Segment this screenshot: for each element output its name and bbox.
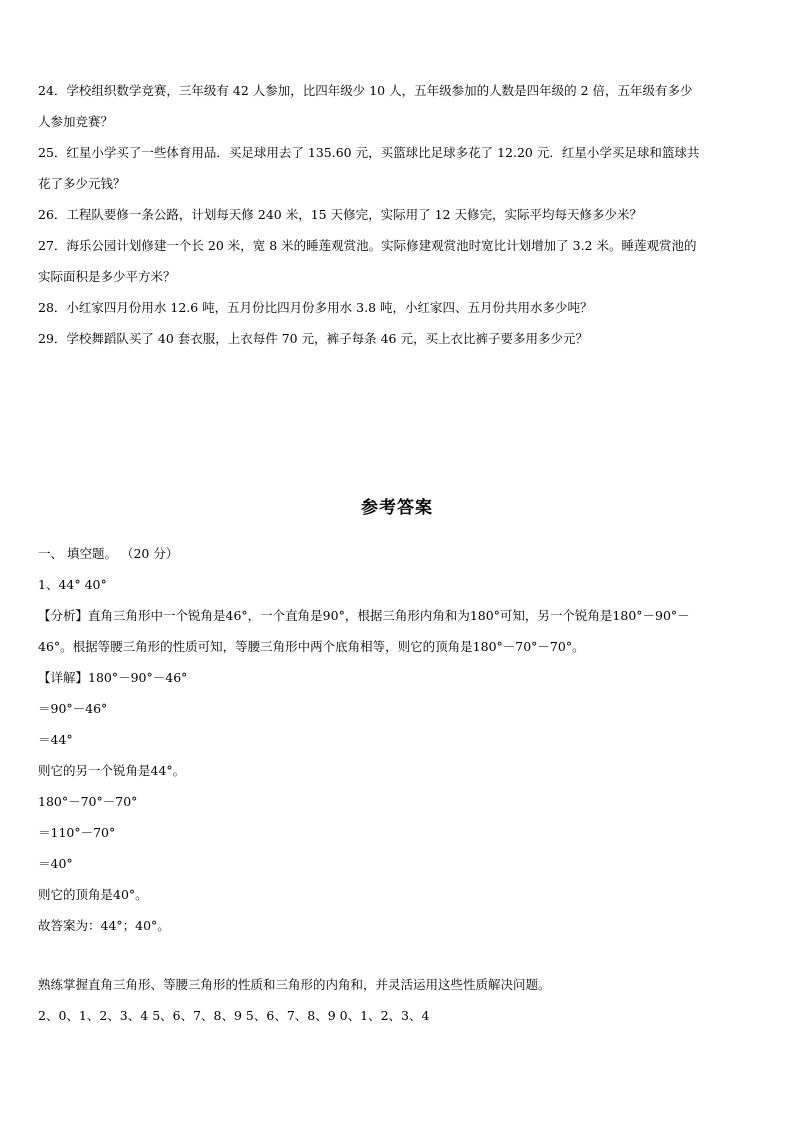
- answer-2: 2、0、1、2、3、4 5、6、7、8、9 5、6、7、8、9 0、1、2、3、4: [38, 1008, 430, 1023]
- question-line: 26．工程队要修一条公路，计划每天修 240 米，15 天修完，实际用了 12 天修完，实际平均每天修多少米？: [38, 207, 642, 222]
- question-line: 花了多少元钱？: [38, 176, 126, 191]
- question-line: 人参加竞赛？: [38, 114, 114, 129]
- answer-1: 1、44° 40°: [38, 577, 107, 592]
- summary-line: 熟练掌握直角三角形、等腰三角形的性质和三角形的内角和，并灵活运用这些性质解决问题。: [38, 977, 551, 992]
- detail-line: ＝90°－46°: [38, 701, 108, 716]
- answer-title: 参考答案: [361, 498, 433, 518]
- detail-line: 【详解】180°－90°－46°: [38, 670, 188, 685]
- spacer: [38, 941, 764, 969]
- question-line: 28．小红家四月份用水 12.6 吨，五月份比四月份多用水 3.8 吨，小红家四、五月份共用水多少吨？: [38, 300, 593, 315]
- detail-line: ＝110°－70°: [38, 825, 116, 840]
- question-line: 24．学校组织数学竞赛，三年级有 42 人参加，比四年级少 10 人，五年级参加的人数是四年级的 2 倍，五年级有多少: [38, 83, 693, 98]
- detail-line: 则它的顶角是40°。: [38, 887, 148, 902]
- question-25: [38, 137, 756, 199]
- question-26: [38, 199, 756, 230]
- question-27: [38, 230, 756, 292]
- detail-line: ＝44°: [38, 732, 73, 747]
- detail-line: 则它的另一个锐角是44°。: [38, 763, 186, 778]
- question-28: [38, 292, 756, 323]
- section-heading: 一、 填空题。 （20 分）: [38, 546, 179, 561]
- question-24: [38, 75, 756, 137]
- question-29: [38, 323, 756, 354]
- analysis-line: 【分析】直角三角形中一个锐角是46°，一个直角是90°，根据三角形内角和为180°可知，另一个锐角是180°－90°－: [38, 608, 690, 623]
- question-line: 29．学校舞蹈队买了 40 套衣服，上衣每件 70 元，裤子每条 46 元，买上衣比裤子要多用多少元？: [38, 331, 588, 346]
- detail-line: 故答案为：44°；40°。: [38, 918, 170, 933]
- question-line: 25．红星小学买了一些体育用品．买足球用去了 135.60 元，买篮球比足球多花了 12.20 元．红星小学买足球和篮球共: [38, 145, 700, 160]
- answer-section: [38, 538, 764, 1031]
- detail-line: ＝40°: [38, 856, 73, 871]
- analysis-line: 46°。根据等腰三角形的性质可知，等腰三角形中两个底角相等，则它的顶角是180°－70°－70°。: [38, 639, 585, 654]
- question-line: 实际面积是多少平方米？: [38, 269, 176, 284]
- detail-line: 180°－70°－70°: [38, 794, 138, 809]
- question-list: [38, 75, 756, 354]
- question-line: 27．海乐公园计划修建一个长 20 米，宽 8 米的睡莲观赏池。实际修建观赏池时宽比计划增加了 3.2 米。睡莲观赏池的: [38, 238, 697, 253]
